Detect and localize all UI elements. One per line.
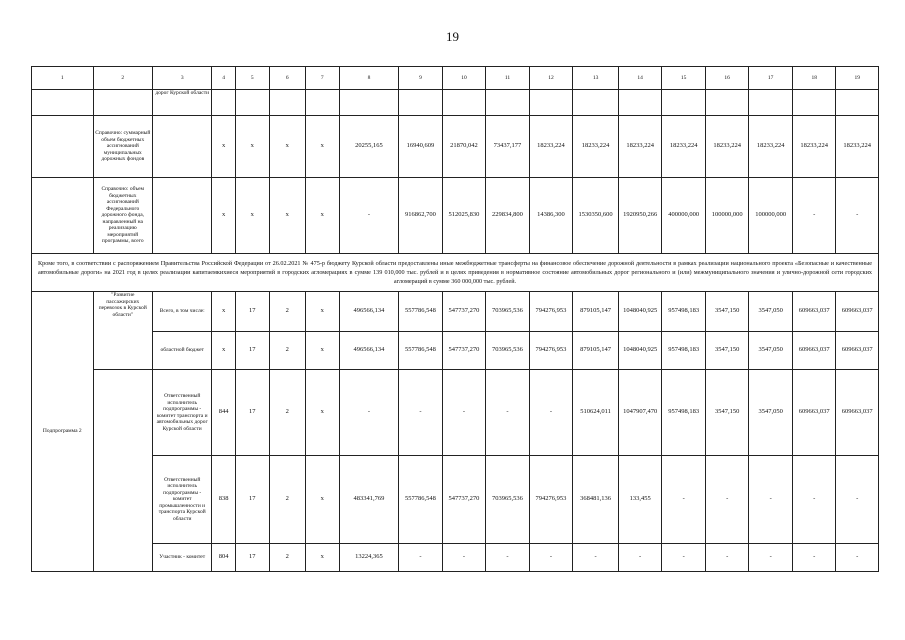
value-cell: 21870,042 [442,116,486,178]
value-cell: - [442,544,486,572]
value-cell: - [749,456,793,544]
table-cell [836,90,879,116]
code-cell: х [269,178,305,254]
code-cell: х [235,116,269,178]
header-cell: 2 [93,67,152,90]
code-cell: х [305,116,339,178]
code-cell: 2 [269,292,305,332]
value-cell: - [749,544,793,572]
table-row [32,456,879,544]
code-cell: 2 [269,456,305,544]
row-label: Справочно: суммарный объем бюджетных ассигнований муниципальных дорожных фондов [93,116,152,178]
note-row [32,254,879,292]
value-cell: 609663,037 [836,292,879,332]
value-cell: 133,455 [618,456,662,544]
code-cell: х [235,178,269,254]
value-cell: 496566,134 [339,292,398,332]
table-cell [32,178,94,254]
value-cell: - [792,544,836,572]
code-cell: 17 [235,544,269,572]
value-cell: 547737,270 [442,456,486,544]
value-cell: 609663,037 [792,292,836,332]
table-cell: дорог Курской области [152,90,211,116]
value-cell: - [705,544,749,572]
value-cell: 20255,165 [339,116,398,178]
code-cell: х [305,178,339,254]
value-cell: - [339,370,398,456]
value-cell: 13224,365 [339,544,398,572]
value-cell: 794276,953 [529,292,573,332]
value-cell: 100000,000 [705,178,749,254]
value-cell: 400000,000 [662,178,706,254]
row-label: Ответственный исполнитель подпрограммы - комитет промышленности и транспорта Курской области [152,456,211,544]
value-cell: 100000,000 [749,178,793,254]
header-cell: 10 [442,67,486,90]
header-cell: 15 [662,67,706,90]
row-label: Ответственный исполнитель подпрограммы - комитет транспорта и автомобильных дорог Курской области [152,370,211,456]
table-cell [486,90,530,116]
table-cell [662,90,706,116]
value-cell: - [529,370,573,456]
table-cell [305,90,339,116]
table-cell [93,370,152,572]
value-cell: 609663,037 [836,370,879,456]
code-cell: 2 [269,332,305,370]
code-cell: х [212,332,235,370]
table-cell [212,90,235,116]
value-cell: 557786,548 [399,332,443,370]
header-cell: 6 [269,67,305,90]
value-cell: 18233,224 [573,116,619,178]
table-cell [93,90,152,116]
row-label: Всего, в том числе: [152,292,211,332]
table-cell [152,116,211,178]
value-cell: 547737,270 [442,332,486,370]
table-cell [32,116,94,178]
value-cell: 3547,050 [749,370,793,456]
value-cell: 73437,177 [486,116,530,178]
table-row [32,332,879,370]
value-cell: - [339,178,398,254]
header-row [32,67,879,90]
value-cell: 794276,953 [529,456,573,544]
value-cell: - [836,544,879,572]
table-cell [749,90,793,116]
value-cell: 18233,224 [705,116,749,178]
value-cell: 483341,769 [339,456,398,544]
value-cell: 1048040,925 [618,292,662,332]
code-cell: 17 [235,370,269,456]
value-cell: 557786,548 [399,292,443,332]
table-cell [442,90,486,116]
value-cell: 703965,536 [486,332,530,370]
value-cell: 794276,953 [529,332,573,370]
code-cell: х [305,456,339,544]
header-cell: 1 [32,67,94,90]
value-cell: 557786,548 [399,456,443,544]
value-cell: 609663,037 [792,332,836,370]
header-cell: 13 [573,67,619,90]
code-cell: 17 [235,332,269,370]
header-cell: 16 [705,67,749,90]
code-cell: 844 [212,370,235,456]
code-cell: 2 [269,544,305,572]
code-cell: х [305,292,339,332]
table-cell [235,90,269,116]
table-cell [152,178,211,254]
value-cell: - [399,544,443,572]
value-cell: 703965,536 [486,456,530,544]
value-cell: 703965,536 [486,292,530,332]
value-cell: - [792,178,836,254]
code-cell: 2 [269,370,305,456]
header-cell: 18 [792,67,836,90]
code-cell: 804 [212,544,235,572]
table-cell [339,90,398,116]
value-cell: 1047907,470 [618,370,662,456]
budget-table [31,66,879,572]
value-cell: 3547,150 [705,292,749,332]
code-cell: 17 [235,456,269,544]
code-cell: х [305,332,339,370]
value-cell: - [662,544,706,572]
table-cell [269,90,305,116]
table-cell [32,90,94,116]
code-cell: х [305,370,339,456]
note-text: Кроме того, в соответствии с распоряжением Правительства Российской Федерации от 26.02.2021 № 475-р бюджету Курской области предоставлены иные межбюджетные трансферты на финансовое обеспечение дорожной деятельности в рамках реализации национального проекта «Безопасные и качественные автомобильные дороги» на 2021 год в целях реализации капитаемкихиеся мероприятий в городских агломерациях в сумме 139 010,000 тыс. рублей и в целях приведения в нормативное состояние автомобильных дорог регионального и (или) межмуниципального значения и улично-дорожной сети городских агломераций в сумме 360 000,000 тыс. рублей. [32,254,879,292]
value-cell: 3547,050 [749,332,793,370]
code-cell: х [212,178,235,254]
value-cell: - [573,544,619,572]
value-cell: 496566,134 [339,332,398,370]
row-label: областной бюджет [152,332,211,370]
value-cell: 18233,224 [836,116,879,178]
value-cell: 512025,830 [442,178,486,254]
continuation-row [32,90,879,116]
value-cell: - [442,370,486,456]
value-cell: 957498,183 [662,332,706,370]
value-cell: 879105,147 [573,332,619,370]
value-cell: 18233,224 [529,116,573,178]
code-cell: 838 [212,456,235,544]
value-cell: 1530350,600 [573,178,619,254]
value-cell: 3547,150 [705,370,749,456]
subprogram-label: Подпрограмма 2 [32,292,94,572]
code-cell: х [212,292,235,332]
value-cell: - [486,370,530,456]
row-label: Участник - комитет [152,544,211,572]
value-cell: 510624,011 [573,370,619,456]
code-cell: 17 [235,292,269,332]
value-cell: 368481,136 [573,456,619,544]
subprogram-name: "Развитие пассажирских перевозок в Курской области" [93,292,152,370]
value-cell: - [836,178,879,254]
header-cell: 9 [399,67,443,90]
table-cell [529,90,573,116]
table-cell [399,90,443,116]
header-cell: 11 [486,67,530,90]
table-row [32,544,879,572]
header-cell: 3 [152,67,211,90]
table-row [32,292,879,332]
table-row [32,370,879,456]
value-cell: - [529,544,573,572]
table-row [32,116,879,178]
row-label: Справочно: объем бюджетных ассигнований Федерального дорожного фонда, направленный на реализацию мероприятий программы, всего [93,178,152,254]
value-cell: - [662,456,706,544]
header-cell: 7 [305,67,339,90]
value-cell: 18233,224 [792,116,836,178]
value-cell: 16940,609 [399,116,443,178]
header-cell: 12 [529,67,573,90]
value-cell: 609663,037 [836,332,879,370]
header-cell: 4 [212,67,235,90]
value-cell: 3547,050 [749,292,793,332]
value-cell: 916862,700 [399,178,443,254]
value-cell: 229834,800 [486,178,530,254]
code-cell: х [212,116,235,178]
header-cell: 5 [235,67,269,90]
value-cell: - [836,456,879,544]
value-cell: - [618,544,662,572]
value-cell: 1048040,925 [618,332,662,370]
value-cell: - [399,370,443,456]
value-cell: 18233,224 [662,116,706,178]
code-cell: х [269,116,305,178]
value-cell: 609663,037 [792,370,836,456]
value-cell: 3547,150 [705,332,749,370]
value-cell: - [792,456,836,544]
value-cell: 18233,224 [749,116,793,178]
value-cell: 18233,224 [618,116,662,178]
table-cell [792,90,836,116]
code-cell: х [305,544,339,572]
table-cell [573,90,619,116]
value-cell: - [705,456,749,544]
header-cell: 19 [836,67,879,90]
header-cell: 14 [618,67,662,90]
table-row [32,178,879,254]
table-cell [705,90,749,116]
value-cell: 957498,183 [662,370,706,456]
page-number: 19 [446,29,459,44]
table-cell [618,90,662,116]
header-cell: 8 [339,67,398,90]
value-cell: 14386,300 [529,178,573,254]
value-cell: - [486,544,530,572]
value-cell: 1920950,266 [618,178,662,254]
header-cell: 17 [749,67,793,90]
value-cell: 957498,183 [662,292,706,332]
value-cell: 879105,147 [573,292,619,332]
value-cell: 547737,270 [442,292,486,332]
